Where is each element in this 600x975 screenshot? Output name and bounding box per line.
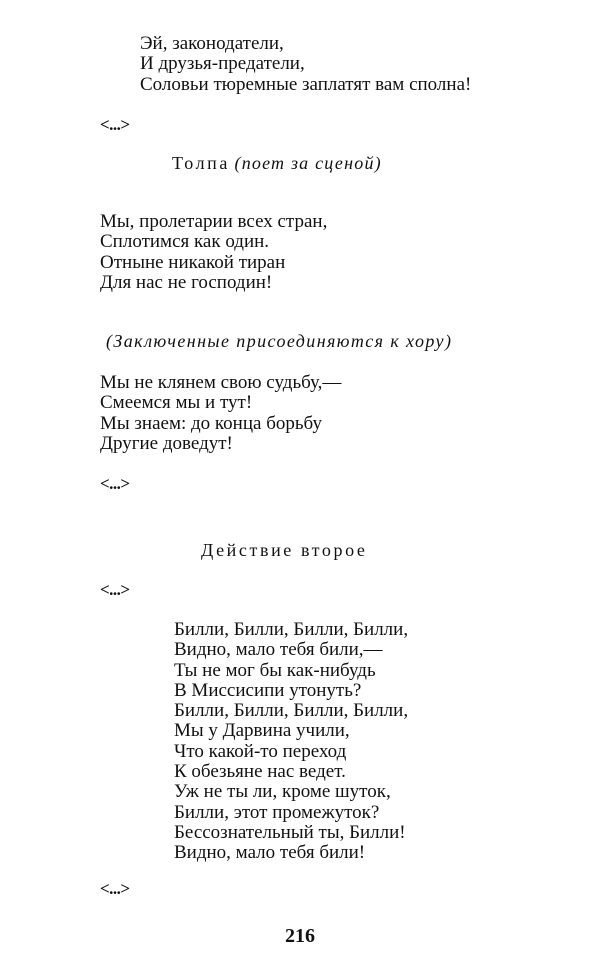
speaker-name: Толпа [172,153,231,173]
verse-line: Другие доведут! [100,432,233,454]
verse-line: Билли, Билли, Билли, Билли, [174,619,409,640]
verse-line: Смеемся мы и тут! [100,392,253,414]
verse-line: Уж не ты ли, кроме шуток, [174,781,391,803]
verse-line: Что какой-то переход [174,740,347,762]
speaker-direction: (поет за сценой) [234,153,382,173]
verse-line: Билли, Билли, Билли, Билли, [174,700,409,722]
verse-line: В Миссисипи утонуть? [174,679,362,701]
stage-direction: (Заключенные присоединяются к хору) [106,331,453,351]
verse-line: Мы не клянем свою судьбу,— [100,372,342,393]
verse-line: Для нас не господин! [100,271,273,293]
verse-line: Мы знаем: до конца борьбу [100,412,322,434]
verse-line: Соловьи тюремные заплатят вам сполна! [140,73,472,95]
act-title: Действие второе [201,540,368,560]
verse-line: Видно, мало тебя били,— [174,639,383,661]
verse-line: И друзья-предатели, [140,53,305,75]
verse-line: Отныне никакой тиран [100,251,286,273]
verse-line: Билли, этот промежуток? [174,801,380,823]
verse-line: Сплотимся как один. [100,231,270,253]
verse-line: Мы, пролетарии всех стран, [100,211,328,232]
opening-stanza [140,34,471,95]
ellipsis-mark: <...> [100,879,130,898]
ellipsis-mark: <...> [100,580,130,599]
ellipsis-mark: <...> [100,474,130,493]
billy-song-stanza [174,620,408,864]
verse-line: Мы у Дарвина учили, [174,720,350,742]
verse-line: Эй, законодатели, [140,33,284,54]
verse-line: Видно, мало тебя били! [174,842,366,864]
verse-line: К обезьяне нас ведет. [174,761,346,783]
ellipsis-mark: <...> [100,115,130,134]
prisoners-song-stanza [100,373,341,454]
crowd-song-stanza [100,212,327,293]
verse-line: Ты не мог бы как-нибудь [174,659,376,681]
crowd-heading [172,153,382,173]
verse-line: Бессознательный ты, Билли! [174,821,406,843]
page-number: 216 [285,925,315,947]
